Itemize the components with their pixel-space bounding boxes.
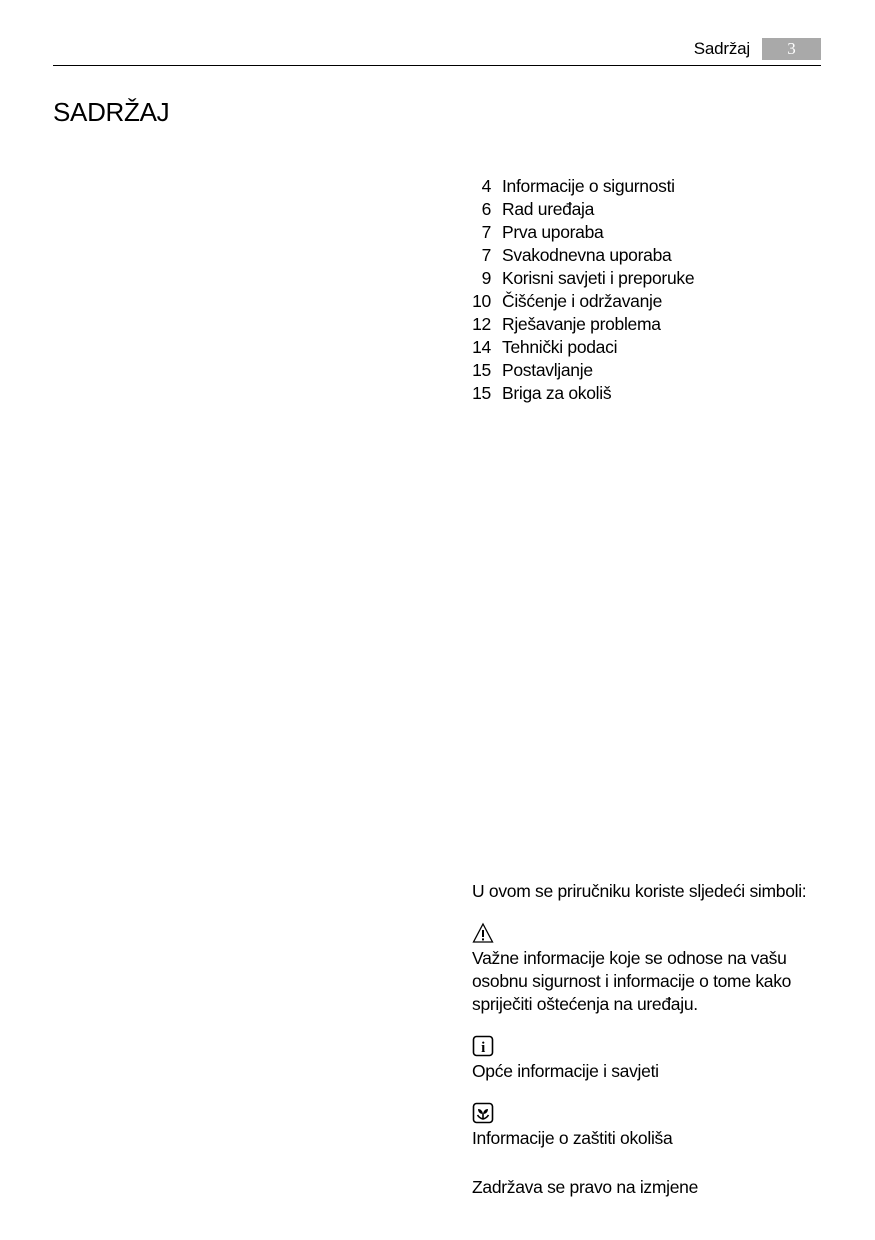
svg-text:i: i (481, 1040, 485, 1056)
symbol-info (472, 1035, 832, 1083)
toc-item[interactable] (466, 290, 826, 313)
header-page-number: 3 (762, 38, 821, 60)
header-divider (53, 65, 821, 66)
toc-label: Svakodnevna uporaba (502, 245, 672, 265)
symbols-legend (472, 880, 832, 1199)
table-of-contents (466, 175, 826, 405)
toc-label: Korisni savjeti i preporuke (502, 268, 695, 288)
toc-page-number: 15 (472, 360, 491, 380)
toc-item[interactable] (466, 359, 826, 382)
environment-icon (472, 1102, 494, 1124)
symbol-info-text: Opće informacije i savjeti (472, 1061, 659, 1081)
symbol-environment-text: Informacije o zaštiti okoliša (472, 1128, 673, 1148)
legend-footer: Zadržava se pravo na izmjene (472, 1177, 699, 1197)
symbol-warning-text: Važne informacije koje se odnose na vašu osobnu sigurnost i informacije o tome kako spriječiti oštećenja na uređaju. (472, 948, 792, 1014)
toc-label: Tehnički podaci (502, 337, 618, 357)
toc-item[interactable] (466, 313, 826, 336)
toc-item[interactable] (466, 336, 826, 359)
toc-page-number: 7 (481, 245, 491, 265)
info-icon (472, 1035, 494, 1057)
toc-page-number: 7 (481, 222, 491, 242)
toc-label: Informacije o sigurnosti (502, 176, 675, 196)
toc-page-number: 15 (472, 383, 491, 403)
toc-item[interactable] (466, 244, 826, 267)
toc-label: Briga za okoliš (502, 383, 612, 403)
toc-label: Postavljanje (502, 360, 593, 380)
toc-label: Rad uređaja (502, 199, 595, 219)
toc-label: Čišćenje i održavanje (502, 291, 663, 311)
toc-page-number: 9 (481, 268, 491, 288)
toc-page-number: 6 (481, 199, 491, 219)
warning-triangle-icon (472, 922, 494, 944)
toc-page-number: 14 (472, 337, 491, 357)
toc-item[interactable] (466, 175, 826, 198)
toc-item[interactable] (466, 267, 826, 290)
toc-item[interactable] (466, 382, 826, 405)
toc-label: Rješavanje problema (502, 314, 661, 334)
toc-item[interactable] (466, 221, 826, 244)
toc-page-number: 12 (472, 314, 491, 334)
header-section-title: Sadržaj (693, 39, 750, 58)
symbol-warning (472, 922, 832, 1016)
toc-page-number: 10 (472, 291, 491, 311)
page-title: SADRŽAJ (53, 97, 170, 127)
toc-item[interactable] (466, 198, 826, 221)
symbol-environment (472, 1102, 832, 1150)
page-header (53, 36, 821, 66)
legend-intro: U ovom se priručniku koriste sljedeći simboli: (472, 881, 807, 901)
toc-label: Prva uporaba (502, 222, 604, 242)
toc-page-number: 4 (481, 176, 491, 196)
